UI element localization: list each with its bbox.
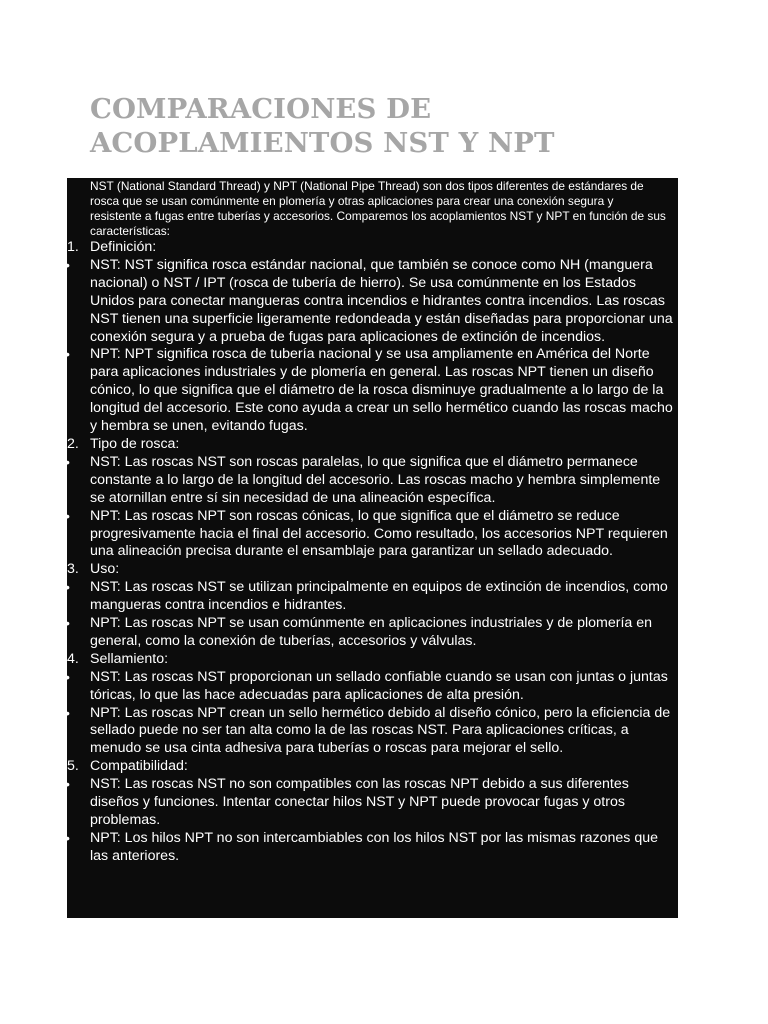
list-item-text: Uso: <box>90 561 120 578</box>
document-title: COMPARACIONES DE ACOPLAMIENTOS NST Y NPT <box>90 93 555 159</box>
list-item-text: NPT: NPT significa rosca de tubería nacional y se usa ampliamente en América del Norte para aplicaciones industriales y de plomería en general. Las roscas NPT tienen un diseño cónico, lo que significa que el diámetro de la rosca disminuye gradualmente a lo largo de la longitud del accesorio. Este cono ayuda a crear un sello hermético cuando las roscas macho y hembra se unen, evitando fugas. <box>90 346 673 435</box>
bullet-list-item <box>67 669 678 705</box>
bullet-list-item <box>67 615 678 651</box>
bullet-list-item <box>67 257 678 347</box>
comparison-list <box>67 239 678 866</box>
list-item-text: NPT: Las roscas NPT son roscas cónicas, lo que significa que el diámetro se reduce progresivamente hacia el final del accesorio. Como resultado, los accesorios NPT requieren una alineación precisa durante el ensamblaje para garantizar un sellado adecuado. <box>90 507 668 560</box>
list-item-text: NST: NST significa rosca estándar nacional, que también se conoce como NH (manguera nacional) o NST / IPT (rosca de tubería de hierro). Se usa comúnmente en los Estados Unidos para conectar mangueras contra incendios e hidrantes contra incendios. Las roscas NST tienen una superficie ligeramente redondeada y están diseñadas para proporcionar una conexión segura y a prueba de fugas para aplicaciones de extinción de incendios. <box>90 256 673 345</box>
bullet-marker: • <box>65 256 70 273</box>
bullet-list-item <box>67 830 678 866</box>
content-block <box>67 178 678 918</box>
bullet-marker: • <box>65 668 70 685</box>
numbered-heading-item <box>67 239 678 257</box>
bullet-marker: • <box>65 507 70 524</box>
list-item-text: NPT: Los hilos NPT no son intercambiables con los hilos NST por las mismas razones que las anteriores. <box>90 829 659 864</box>
numbered-heading-item <box>67 561 678 579</box>
numbered-heading-item <box>67 758 678 776</box>
numbered-heading-item <box>67 651 678 669</box>
list-item-text: NPT: Las roscas NPT se usan comúnmente en aplicaciones industriales y de plomería en general, como la conexión de tuberías, accesorios y válvulas. <box>90 615 653 649</box>
bullet-list-item <box>67 776 678 830</box>
list-item-text: Sellamiento: <box>90 650 169 667</box>
list-item-text: NST: Las roscas NST proporcionan un sellado confiable cuando se usan con juntas o juntas tóricas, lo que las hace adecuadas para aplicaciones de alta presión. <box>90 668 668 703</box>
bullet-marker: • <box>65 615 70 632</box>
numbered-heading-item <box>67 436 678 454</box>
bullet-marker: • <box>65 579 70 596</box>
bullet-marker: • <box>65 346 70 363</box>
number-marker: 5. <box>67 758 79 775</box>
bullet-list-item <box>67 579 678 615</box>
list-item-text: NST: Las roscas NST no son compatibles con las roscas NPT debido a sus diferentes diseños y funciones. Intentar conectar hilos NST y NPT puede provocar fugas y otros problemas. <box>90 776 629 828</box>
bullet-list-item <box>67 346 678 436</box>
number-marker: 2. <box>67 435 79 452</box>
bullet-list-item <box>67 705 678 759</box>
list-item-text: NST: Las roscas NST se utilizan principalmente en equipos de extinción de incendios, como mangueras contra incendios e hidrantes. <box>90 579 668 614</box>
list-item-text: Compatibilidad: <box>90 758 188 775</box>
number-marker: 4. <box>67 650 79 667</box>
bullet-marker: • <box>65 453 70 470</box>
number-marker: 3. <box>67 561 79 578</box>
list-item-text: NST: Las roscas NST son roscas paralelas, lo que significa que el diámetro permanece constante a lo largo de la longitud del accesorio. Las roscas macho y hembra simplemente se atornillan entre sí sin necesidad de una alineación específica. <box>90 453 661 506</box>
list-item-text: NPT: Las roscas NPT crean un sello hermético debido al diseño cónico, pero la eficiencia de sellado puede no ser tan alta como la de las roscas NST. Para aplicaciones críticas, a menudo se usa cinta adhesiva para tuberías o roscas para mejorar el sello. <box>90 704 671 757</box>
bullet-marker: • <box>65 704 70 721</box>
bullet-list-item <box>67 454 678 508</box>
bullet-marker: • <box>65 829 70 846</box>
bullet-marker: • <box>65 776 70 793</box>
number-marker: 1. <box>67 239 79 255</box>
intro-paragraph: NST (National Standard Thread) y NPT (National Pipe Thread) son dos tipos diferentes de estándares de rosca que se usan comúnmente en plomería y otras aplicaciones para crear una conexión segura y resistente a fugas entre tuberías y accesorios. Comparemos los acoplamientos NST y NPT en función de sus características: <box>90 179 666 238</box>
list-item-text: Definición: <box>90 239 157 255</box>
list-item-text: Tipo de rosca: <box>90 435 180 452</box>
bullet-list-item <box>67 508 678 562</box>
